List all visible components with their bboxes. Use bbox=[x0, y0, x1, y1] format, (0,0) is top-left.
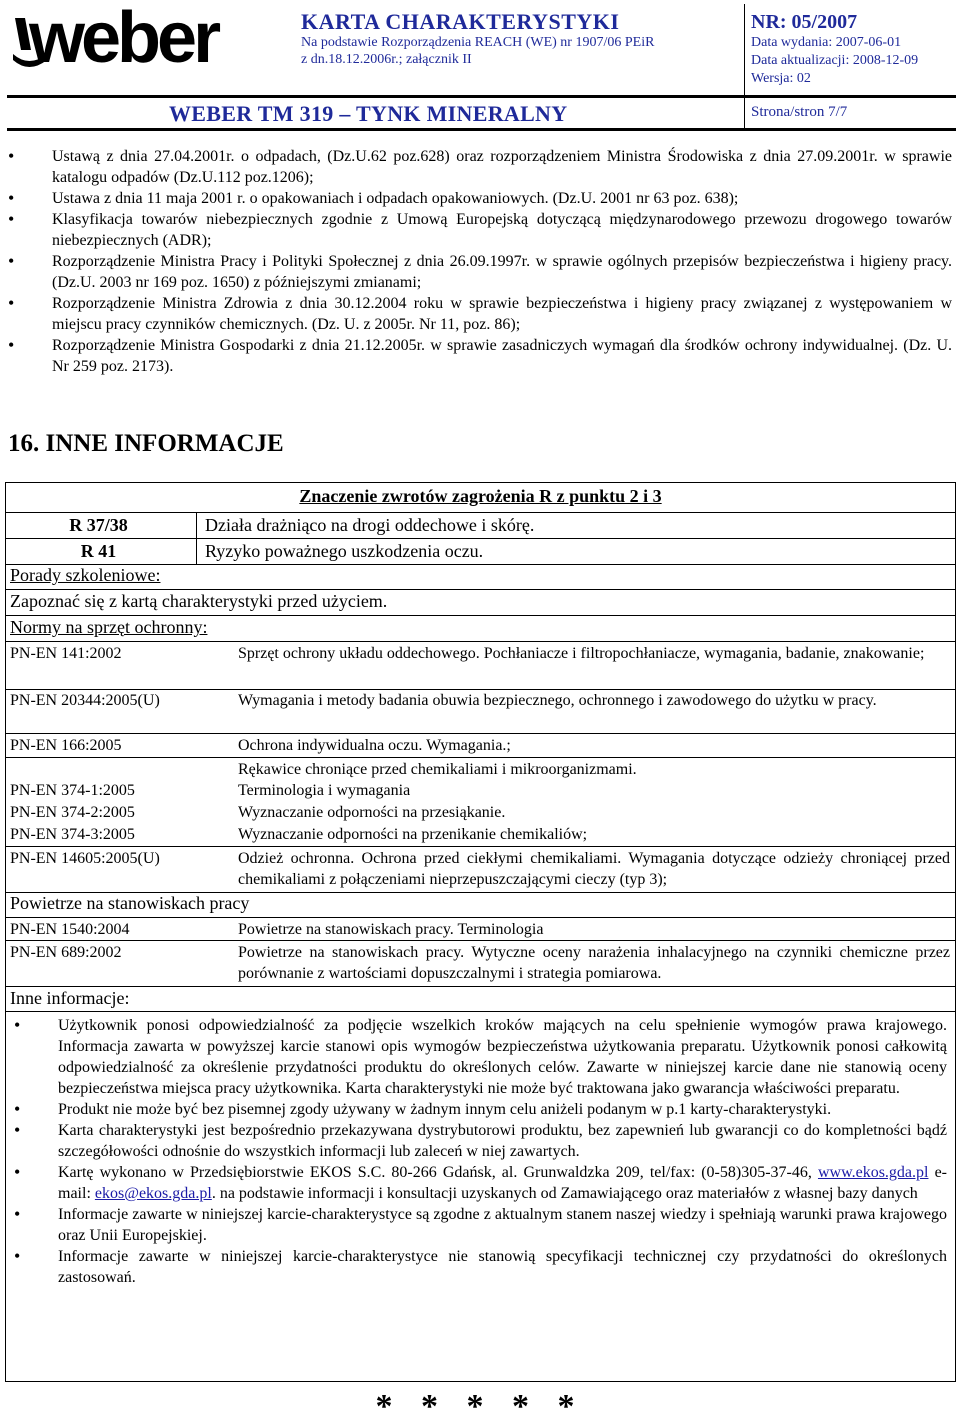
r-phrase-code: R 37/38 bbox=[69, 515, 128, 535]
norm-text: Wymagania i metody badania obuwia bezpiecznego, ochronnego i zawodowego do użytku w pracy. bbox=[238, 692, 877, 709]
list-item: • Użytkownik ponosi odpowiedzialność za podjęcie wszelkich kroków mających na celu spełnienie wymogów prawa krajowego. Informacja zawarta w powyższej karcie stanowi opis wymogów bezpieczeństwa użytkowania preparatu. Użytkownik ponosi całkowitą odpowiedzialność za określenie przydatności produktu do określonych celów. Zawarte w niniejszej karcie dane nie stanowią oceny bezpieczeństwa miejsca pracy użytkownika. Karta charakterystyki nie może być traktowana jako gwarancja właściwości preparatu. bbox=[6, 1015, 955, 1099]
norm-text: Powietrze na stanowiskach pracy. Wytyczne oceny narażenia inhalacyjnego na czynniki chemiczne przez porównanie z wartościami dopuszczalnymi i strategia pomiarowa. bbox=[238, 944, 950, 982]
ekos-email-link[interactable]: ekos@ekos.gda.pl bbox=[94, 1185, 212, 1202]
header-rule-bottom bbox=[7, 128, 956, 131]
regulations-section bbox=[0, 146, 960, 377]
list-item: • Klasyfikacja towarów niebezpiecznych zgodnie z Umową Europejską dotyczącą międzynarodowego przewozu drogowego towarów niebezpiecznych (ADR); bbox=[0, 209, 960, 251]
r-phrase-text: Działa drażniąco na drogi oddechowe i skórę. bbox=[196, 513, 955, 538]
issue-date: Data wydania: 2007-06-01 bbox=[751, 35, 902, 50]
list-item: • Informacje zawarte w niniejszej karcie-charakterystyce nie stanowią specyfikacji technicznej czy przydatności do określonych zastosowań. bbox=[6, 1246, 955, 1288]
header-rule-top bbox=[7, 95, 956, 98]
norm-code: PN-EN 1540:2004 bbox=[10, 921, 130, 938]
divider bbox=[6, 615, 955, 616]
norms-heading: Normy na sprzęt ochronny: bbox=[10, 617, 208, 637]
r-phrase-code: R 41 bbox=[80, 541, 117, 561]
norm-text: Ochrona indywidualna oczu. Wymagania.; bbox=[238, 737, 511, 754]
divider bbox=[6, 733, 955, 734]
list-item: • Produkt nie może być bez pisemnej zgody używany w żadnym innym celu aniżeli podanym w p.1 karty-charakterystyki. bbox=[6, 1099, 955, 1120]
list-item bbox=[6, 1162, 955, 1204]
norm-text: Sprzęt ochrony układu oddechowego. Pochłaniacze i filtropochłaniacze, wymagania, badanie, znakowanie; bbox=[238, 645, 925, 662]
list-item: • Rozporządzenie Ministra Zdrowia z dnia 30.12.2004 roku w sprawie bezpieczeństwa i higieny pracy związanej z występowaniem w miejscu pracy czynników chemicznych. (Dz. U. z 2005r. Nr 11, poz. 86); bbox=[0, 293, 960, 335]
update-date: Data aktualizacji: 2008-12-09 bbox=[751, 53, 919, 68]
other-information-box bbox=[5, 482, 956, 1382]
norm-code: PN-EN 374-3:2005 bbox=[10, 826, 135, 843]
norm-code: PN-EN 20344:2005(U) bbox=[10, 692, 160, 709]
weber-logo bbox=[11, 0, 241, 78]
card-title: KARTA CHARAKTERYSTYKI bbox=[301, 9, 620, 34]
version: Wersja: 02 bbox=[751, 71, 811, 86]
norm-code: PN-EN 141:2002 bbox=[10, 645, 122, 662]
header-divider bbox=[744, 4, 745, 128]
r-phrase-row bbox=[6, 539, 955, 564]
card-regulation-date: z dn.18.12.2006r.; załącznik II bbox=[301, 52, 472, 67]
other-info-heading: Inne informacje: bbox=[10, 988, 130, 1008]
r-phrases-heading: Znaczenie zwrotów zagrożenia R z punktu 2 i 3 bbox=[299, 486, 662, 506]
ekos-website-link[interactable]: www.ekos.gda.pl bbox=[817, 1164, 929, 1181]
ekos-text: Kartę wykonano w Przedsiębiorstwie EKOS S.C. 80-266 Gdańsk, al. Grunwaldzka 209, tel/fax: (0-58)305-37-46, bbox=[58, 1164, 812, 1181]
divider bbox=[6, 589, 955, 590]
divider bbox=[6, 641, 955, 642]
list-item: • Rozporządzenie Ministra Pracy i Polityki Społecznej z dnia 26.09.1997r. w sprawie ogólnych przepisów bezpieczeństwa i higieny pracy. (Dz.U. 2003 nr 169 poz. 1650) z późniejszymi zmianami; bbox=[0, 251, 960, 293]
end-marker: * * * * * bbox=[375, 1388, 585, 1418]
divider bbox=[6, 846, 955, 847]
norm-text: Terminologia i wymagania bbox=[238, 782, 411, 799]
norm-code: PN-EN 374-2:2005 bbox=[10, 804, 135, 821]
norm-text: Rękawice chroniące przed chemikaliami i mikroorganizmami. bbox=[238, 761, 637, 778]
divider bbox=[6, 757, 955, 758]
document-header bbox=[7, 0, 956, 130]
ekos-text-end: . na podstawie informacji i konsultacji uzyskanych od Zamawiającego oraz materiałów z własnej bazy danych bbox=[211, 1185, 918, 1202]
divider bbox=[6, 1011, 955, 1012]
email-label: e-mail: bbox=[58, 1164, 947, 1202]
norm-text: Wyznaczanie odporności na przenikanie chemikaliów; bbox=[238, 826, 588, 843]
list-item: • Ustawą z dnia 27.04.2001r. o odpadach, (Dz.U.62 poz.628) oraz rozporządzeniem Ministra Środowiska z dnia 27.09.2001r. w sprawie katalogu odpadów (Dz.U.112 poz.1206); bbox=[0, 146, 960, 188]
air-heading: Powietrze na stanowiskach pracy bbox=[10, 893, 250, 913]
document-number: NR: 05/2007 bbox=[751, 11, 858, 33]
r-phrase-text: Ryzyko poważnego uszkodzenia oczu. bbox=[196, 539, 955, 564]
norm-text: Wyznaczanie odporności na przesiąkanie. bbox=[238, 804, 506, 821]
training-heading: Porady szkoleniowe: bbox=[10, 565, 161, 585]
list-item: • Karta charakterystyki jest bezpośrednio przekazywana dystrybutorowi produktu, bez zapewnień lub gwarancji co do kompletności bądź szczegółowości odnośnie do wszystkich informacji lub zaleceń w niej zawartych. bbox=[6, 1120, 955, 1162]
regulations-list bbox=[0, 146, 960, 377]
r-phrase-row bbox=[6, 513, 955, 538]
training-text: Zapoznać się z kartą charakterystyki przed użyciem. bbox=[10, 591, 388, 611]
list-item: • Informacje zawarte w niniejszej karcie-charakterystyce są zgodne z aktualnym stanem naszej wiedzy i spełniają warunki prawa krajowego oraz Unii Europejskiej. bbox=[6, 1204, 955, 1246]
logo-text: weber bbox=[29, 0, 218, 78]
divider bbox=[6, 940, 955, 941]
norm-code: PN-EN 689:2002 bbox=[10, 944, 122, 961]
norm-code: PN-EN 166:2005 bbox=[10, 737, 122, 754]
norm-code: PN-EN 374-1:2005 bbox=[10, 782, 135, 799]
other-info-list bbox=[6, 1015, 955, 1288]
norm-text: Odzież ochronna. Ochrona przed ciekłymi chemikaliami. Wymagania dotyczące odzieży chroniącej przed chemikaliami z połączeniami nieprzepuszczającymi cieczy (typ 3); bbox=[238, 850, 950, 888]
card-title-block bbox=[301, 10, 741, 68]
product-title: WEBER TM 319 – TYNK MINERALNY bbox=[169, 101, 568, 126]
list-item: • Rozporządzenie Ministra Gospodarki z dnia 21.12.2005r. w sprawie zasadniczych wymagań dla środków ochrony indywidualnej. (Dz. U. Nr 259 poz. 2173). bbox=[0, 335, 960, 377]
norm-code: PN-EN 14605:2005(U) bbox=[10, 850, 160, 867]
page-number: Strona/stron 7/7 bbox=[751, 104, 848, 120]
card-regulation: Na podstawie Rozporządzenia REACH (WE) nr 1907/06 PEiR bbox=[301, 35, 655, 50]
divider bbox=[6, 917, 955, 918]
norm-text: Powietrze na stanowiskach pracy. Terminologia bbox=[238, 921, 544, 938]
divider bbox=[6, 986, 955, 987]
list-item: • Ustawa z dnia 11 maja 2001 r. o opakowaniach i odpadach opakowaniowych. (Dz.U. 2001 nr 63 poz. 638); bbox=[0, 188, 960, 209]
document-meta bbox=[751, 10, 956, 88]
section-title: 16. INNE INFORMACJE bbox=[8, 430, 284, 457]
